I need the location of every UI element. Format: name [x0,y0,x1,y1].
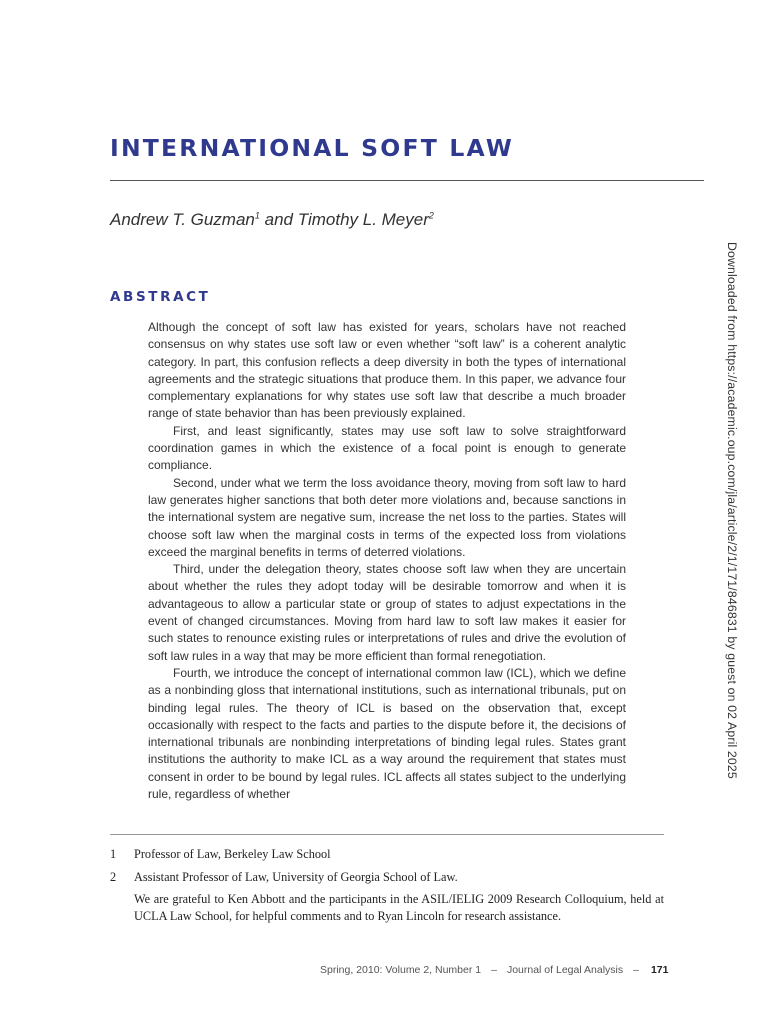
abstract-paragraph: Although the concept of soft law has existed for years, scholars have not reached consensus on why states use soft law or even whether “soft law” is a coherent analytic category. In part, this confusion reflects a deep diversity in both the types of international agreements and the strategic situations that produce them. In this paper, we advance four complementary explanations for why states use soft law that describe a much broader range of state behavior than has been previously explained. [148,320,626,421]
author-name[interactable]: Timothy L. Meyer [297,210,429,229]
article-title: INTERNATIONAL SOFT LAW [110,134,514,162]
page-number: 171 [650,964,669,976]
download-watermark: Downloaded from https://academic.oup.com/jla/article/2/1/171/846831 by guest on 02 April 2025 [725,242,739,779]
footnote [110,846,664,863]
author-name[interactable]: Andrew T. Guzman [110,210,255,229]
title-divider [110,180,704,181]
journal-name: Journal of Legal Analysis [506,964,624,976]
acknowledgment-note: We are grateful to Ken Abbott and the participants in the ASIL/IELIG 2009 Research Colloquium, held at UCLA Law School, for helpful comments and to Ryan Lincoln for research assistance. [134,892,664,923]
footnote [110,869,664,886]
author-footnote-mark[interactable]: 1 [254,210,260,221]
page-footer [320,964,668,976]
abstract-paragraph: First, and least significantly, states may use soft law to solve straightforward coordination games in which the existence of a focal point is enough to generate compliance. [148,423,626,473]
footnotes [110,846,664,924]
author-footnote-mark[interactable]: 2 [428,210,434,221]
footnote-text: Assistant Professor of Law, University of Georgia School of Law. [134,869,458,884]
footnote-number: 2 [110,869,117,884]
footer-separator: – [633,964,639,976]
abstract-heading: ABSTRACT [110,289,211,305]
abstract-paragraph: Third, under the delegation theory, states choose soft law when they are uncertain about whether the rules they adopt today will be desirable tomorrow and when it is advantageous to allow a particular state or group of states to adjust expectations in the event of changed circumstances. Moving from hard law to soft law makes it easier for such states to renounce existing rules or interpretations of rules and drive the evolution of soft law rules in a way that may be more efficient than formal renegotiation. [148,562,626,663]
issue-info: Spring, 2010: Volume 2, Number 1 [320,964,482,976]
author-line [110,210,434,230]
abstract-paragraph: Fourth, we introduce the concept of international common law (ICL), which we define as a nonbinding gloss that international institutions, such as international tribunals, put on binding legal rules. The theory of ICL is based on the observation that, except occasionally with respect to the facts and parties to the dispute before it, the decisions of international tribunals are nonbinding interpretations of binding legal rules. States grant institutions the authority to make ICL as a way around the requirement that states must consent in order to be bound by legal rules. ICL affects all states subject to the underlying rule, regardless of whether [148,665,626,802]
abstract-paragraph: Second, under what we term the loss avoidance theory, moving from soft law to hard law generates higher sanctions that both deter more violations and, because sanctions in the international system are negative sum, increase the net loss to the parties. States will choose soft law when the marginal costs in terms of the expected loss from violations exceed the marginal benefits in terms of deterred violations. [148,475,626,559]
footnote-number: 1 [110,847,117,861]
author-conjunction: and [259,210,298,229]
footnote-text: Professor of Law, Berkeley Law School [134,847,331,861]
abstract-body [148,319,626,803]
footnote-divider [110,834,664,835]
footer-separator: – [491,964,497,976]
